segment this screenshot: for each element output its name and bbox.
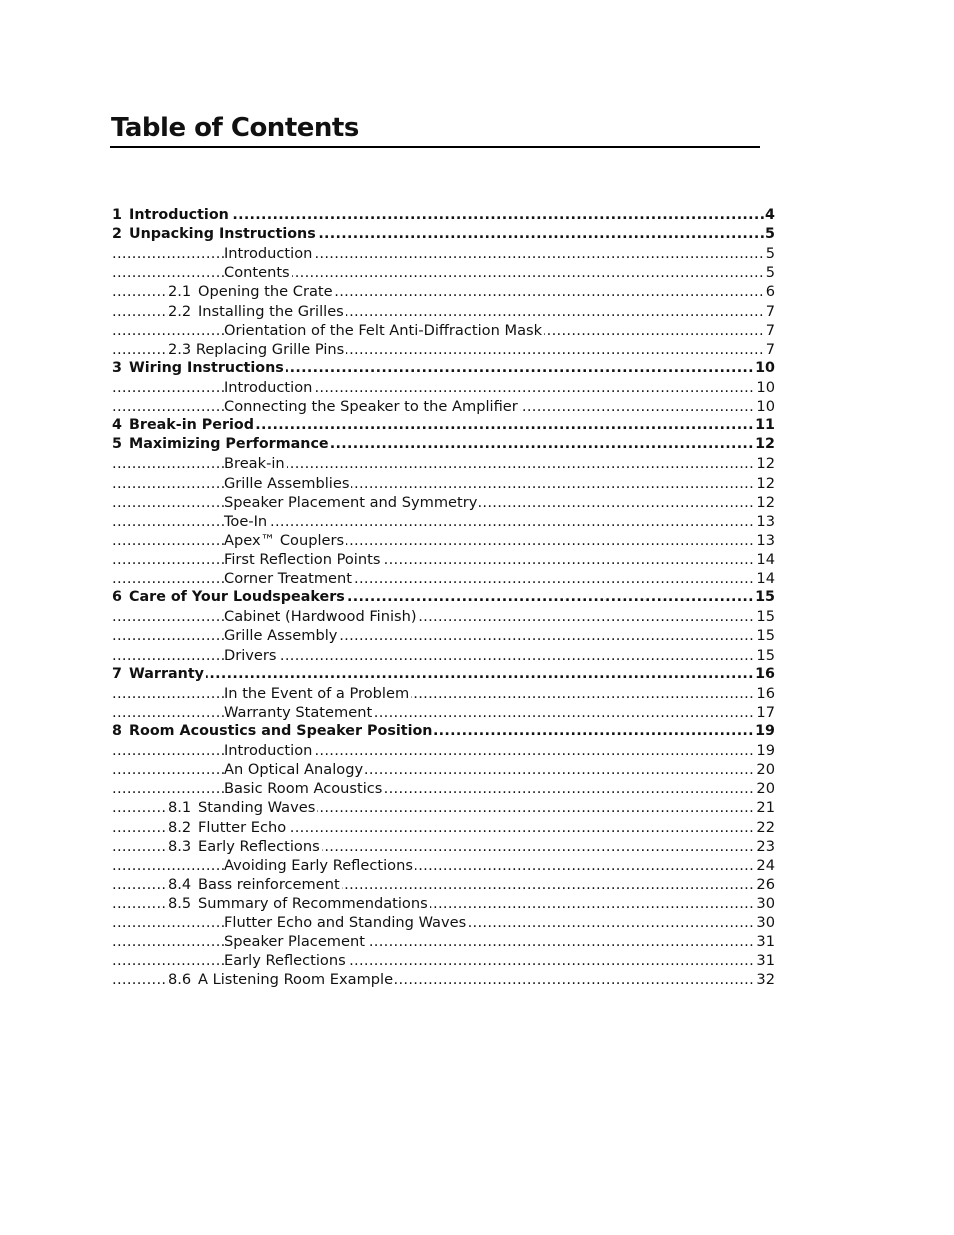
- toc-entry-label: [224, 493, 479, 512]
- toc-entry-number: 7: [112, 665, 122, 682]
- toc-leader-dots: [112, 741, 775, 760]
- toc-entry[interactable]: [112, 206, 775, 225]
- toc-leader-dots: [112, 531, 775, 550]
- toc-entry-page: 31: [756, 952, 775, 970]
- toc-leader-dots: [112, 454, 775, 473]
- toc-entry[interactable]: [112, 798, 775, 817]
- toc-entry-number: 1: [112, 207, 122, 223]
- toc-entry-number: 8.3: [168, 837, 192, 855]
- toc-entry[interactable]: [112, 703, 775, 722]
- toc-entry[interactable]: [112, 378, 775, 397]
- toc-entry-label: [112, 435, 331, 454]
- toc-entry-text: A Listening Room Example: [198, 971, 394, 989]
- toc-entry-page: 7: [765, 321, 775, 339]
- toc-entry-text: Summary of Recommendations: [198, 894, 428, 912]
- toc-entry-label: [224, 741, 314, 760]
- toc-entry-number: 8.1: [168, 799, 192, 817]
- toc-entry-text: Care of Your Loudspeakers: [129, 589, 345, 606]
- toc-entry[interactable]: [112, 435, 775, 454]
- toc-entry-label: [224, 263, 292, 282]
- toc-entry-page: 5: [764, 225, 775, 244]
- toc-entry-page: 21: [756, 799, 775, 817]
- toc-leader-dots: [112, 607, 775, 626]
- toc-entry-number: 8.2: [168, 818, 192, 836]
- toc-entry-label: [224, 779, 384, 798]
- toc-entry[interactable]: [112, 818, 775, 837]
- toc-entry[interactable]: [112, 665, 775, 684]
- toc-entry[interactable]: [112, 932, 775, 951]
- toc-entry-text: Standing Waves: [198, 799, 316, 817]
- toc-entry-text: Wiring Instructions: [129, 359, 284, 376]
- toc-entry-page: 11: [754, 416, 775, 435]
- toc-entry-text: Opening the Crate: [198, 283, 333, 301]
- toc-entry-label: [224, 951, 348, 970]
- toc-entry[interactable]: [112, 493, 775, 512]
- toc-entry-page: 4: [764, 206, 775, 225]
- toc-entry-text: Room Acoustics and Speaker Position: [129, 722, 433, 739]
- toc-entry[interactable]: [112, 856, 775, 875]
- toc-entry-page: 30: [756, 914, 775, 932]
- toc-entry-label: [224, 550, 382, 569]
- toc-entry-page: 13: [756, 531, 775, 549]
- toc-entry-page: 20: [756, 780, 775, 798]
- toc-entry[interactable]: [112, 282, 775, 301]
- toc-entry[interactable]: [112, 302, 775, 321]
- toc-entry-text: Grille Assemblies: [224, 474, 350, 492]
- toc-entry[interactable]: [112, 626, 775, 645]
- toc-entry-label: [168, 302, 346, 321]
- toc-entry-label: [224, 378, 314, 397]
- toc-entry-label: [224, 856, 415, 875]
- toc-leader-dots: [112, 646, 775, 665]
- toc-entry-label: [112, 665, 206, 684]
- toc-entry[interactable]: [112, 359, 775, 378]
- toc-entry[interactable]: [112, 263, 775, 282]
- toc-entry-label: [168, 894, 430, 913]
- toc-entry[interactable]: [112, 894, 775, 913]
- toc-entry-page: 15: [756, 627, 775, 645]
- toc-entry-text: An Optical Analogy: [224, 761, 364, 779]
- toc-entry-page: 22: [756, 818, 775, 836]
- toc-entry-text: Unpacking Instructions: [129, 226, 316, 243]
- toc-entry-number: 6: [112, 589, 122, 606]
- toc-entry-page: 15: [754, 588, 775, 607]
- toc-entry-label: [112, 416, 256, 435]
- toc-entry-number: 2: [112, 226, 122, 243]
- toc-entry-page: 15: [756, 646, 775, 664]
- toc-entry-page: 10: [756, 398, 775, 416]
- toc-entry-text: Warranty: [129, 665, 204, 682]
- toc-leader-dots: [112, 856, 775, 875]
- toc-entry-text: Introduction: [224, 742, 313, 760]
- toc-entry[interactable]: [112, 684, 775, 703]
- toc-entry[interactable]: [112, 913, 775, 932]
- toc-entry[interactable]: [112, 837, 775, 856]
- toc-entry-label: [168, 282, 335, 301]
- toc-entry-label: [224, 646, 279, 665]
- toc-entry-number: 2.2: [168, 302, 192, 320]
- toc-entry-label: [224, 569, 354, 588]
- toc-entry-page: 7: [765, 340, 775, 358]
- toc-entry-label: [224, 913, 468, 932]
- toc-entry[interactable]: [112, 875, 775, 894]
- toc-entry-number: 4: [112, 417, 122, 434]
- toc-entry-label: [112, 588, 347, 607]
- toc-entry-number: 8: [112, 722, 122, 739]
- toc-entry-page: 16: [756, 684, 775, 702]
- table-of-contents: [112, 206, 775, 989]
- title-underline: [110, 146, 760, 148]
- toc-entry[interactable]: [112, 550, 775, 569]
- toc-leader-dots: [112, 684, 775, 703]
- toc-entry-page: 13: [756, 512, 775, 530]
- toc-entry-text: Break-in Period: [129, 417, 254, 434]
- toc-leader-dots: [112, 779, 775, 798]
- toc-leader-dots: [112, 244, 775, 263]
- toc-leader-dots: [112, 951, 775, 970]
- toc-entry-page: 26: [756, 875, 775, 893]
- toc-entry-label: [112, 206, 231, 225]
- toc-leader-dots: [112, 703, 775, 722]
- toc-entry-page: 19: [754, 722, 775, 741]
- toc-entry-label: [168, 970, 395, 989]
- toc-entry[interactable]: [112, 340, 775, 359]
- toc-entry-text: Connecting the Speaker to the Amplifier: [224, 398, 518, 416]
- toc-entry-text: Corner Treatment: [224, 570, 352, 588]
- toc-entry-page: 7: [765, 302, 775, 320]
- toc-entry-text: Basic Room Acoustics: [224, 780, 383, 798]
- toc-entry-label: [168, 818, 288, 837]
- toc-entry-page: 23: [756, 837, 775, 855]
- toc-entry-text: Orientation of the Felt Anti-Diffraction Mask: [224, 321, 543, 339]
- toc-entry[interactable]: [112, 588, 775, 607]
- toc-entry[interactable]: [112, 779, 775, 798]
- toc-entry-text: Speaker Placement and Symmetry: [224, 493, 478, 511]
- toc-entry-text: Cabinet (Hardwood Finish): [224, 608, 417, 626]
- toc-entry[interactable]: [112, 397, 775, 416]
- toc-entry-page: 10: [756, 378, 775, 396]
- toc-leader-dots: [112, 665, 775, 684]
- toc-entry-label: [112, 722, 434, 741]
- toc-entry-number: 8.6: [168, 971, 192, 989]
- toc-entry[interactable]: [112, 722, 775, 741]
- toc-entry-page: 14: [756, 550, 775, 568]
- toc-entry-text: Break-in: [224, 455, 285, 473]
- toc-entry-number: 2.1: [168, 283, 192, 301]
- toc-entry-page: 17: [756, 703, 775, 721]
- toc-entry-page: 5: [765, 264, 775, 282]
- toc-entry-page: 31: [756, 933, 775, 951]
- toc-entry-text: Apex™ Couplers: [224, 531, 345, 549]
- toc-entry[interactable]: [112, 760, 775, 779]
- toc-entry-text: Flutter Echo and Standing Waves: [224, 914, 467, 932]
- toc-entry[interactable]: [112, 569, 775, 588]
- toc-leader-dots: [112, 263, 775, 282]
- toc-entry-page: 5: [765, 245, 775, 263]
- toc-entry-page: 16: [754, 665, 775, 684]
- toc-entry-text: Warranty Statement: [224, 703, 373, 721]
- toc-entry[interactable]: [112, 646, 775, 665]
- toc-entry-page: 30: [756, 894, 775, 912]
- toc-leader-dots: [112, 378, 775, 397]
- toc-entry-label: [224, 397, 520, 416]
- toc-entry[interactable]: [112, 951, 775, 970]
- toc-entry-number: 3: [112, 359, 122, 376]
- toc-entry-label: [224, 512, 269, 531]
- toc-entry-text: Installing the Grilles: [198, 302, 344, 320]
- toc-entry-text: First Reflection Points: [224, 550, 381, 568]
- toc-entry-text: Introduction: [224, 378, 313, 396]
- toc-entry-number: 5: [112, 436, 122, 453]
- toc-leader-dots: [112, 932, 775, 951]
- toc-entry-label: [224, 703, 374, 722]
- toc-entry-label: [168, 340, 346, 359]
- toc-entry-page: 12: [756, 493, 775, 511]
- toc-entry-label: [224, 932, 367, 951]
- toc-entry-number: 8.5: [168, 894, 192, 912]
- toc-entry-page: 12: [756, 455, 775, 473]
- toc-entry[interactable]: [112, 244, 775, 263]
- toc-entry-label: [224, 321, 544, 340]
- toc-entry-page: 10: [754, 359, 775, 378]
- toc-entry-page: 15: [756, 608, 775, 626]
- toc-entry[interactable]: [112, 741, 775, 760]
- page-title: Table of Contents: [111, 113, 359, 143]
- toc-entry-label: [168, 875, 342, 894]
- toc-entry-label: [224, 626, 339, 645]
- toc-entry[interactable]: [112, 531, 775, 550]
- toc-entry-text: 2.3 Replacing Grille Pins: [168, 340, 345, 358]
- toc-entry[interactable]: [112, 970, 775, 989]
- toc-entry[interactable]: [112, 225, 775, 244]
- toc-entry-text: Speaker Placement: [224, 933, 365, 951]
- toc-entry-text: Early Reflections: [198, 837, 320, 855]
- toc-entry-label: [112, 225, 318, 244]
- toc-entry-text: Toe-In: [224, 512, 268, 530]
- toc-entry-label: [224, 684, 411, 703]
- toc-entry-page: 6: [765, 283, 775, 301]
- toc-entry-label: [168, 837, 322, 856]
- toc-entry[interactable]: [112, 321, 775, 340]
- toc-entry-label: [224, 244, 314, 263]
- toc-entry-text: Grille Assembly: [224, 627, 338, 645]
- toc-entry-text: Drivers: [224, 646, 277, 664]
- toc-entry-text: Contents: [224, 264, 290, 282]
- toc-entry-page: 20: [756, 761, 775, 779]
- toc-entry-page: 24: [756, 856, 775, 874]
- toc-entry-page: 12: [754, 435, 775, 454]
- toc-entry-page: 19: [756, 742, 775, 760]
- toc-entry[interactable]: [112, 474, 775, 493]
- toc-entry-text: In the Event of a Problem: [224, 684, 410, 702]
- toc-entry-label: [224, 531, 346, 550]
- toc-entry-text: Early Reflections: [224, 952, 346, 970]
- toc-entry-label: [112, 359, 286, 378]
- toc-entry-label: [224, 474, 351, 493]
- toc-entry-page: 14: [756, 570, 775, 588]
- toc-leader-dots: [112, 512, 775, 531]
- toc-entry-text: Maximizing Performance: [129, 436, 329, 453]
- toc-entry-text: Introduction: [129, 207, 229, 223]
- toc-entry-label: [224, 454, 287, 473]
- toc-entry-text: Avoiding Early Reflections: [224, 856, 413, 874]
- toc-leader-dots: [112, 760, 775, 779]
- toc-entry[interactable]: [112, 512, 775, 531]
- toc-entry[interactable]: [112, 607, 775, 626]
- toc-entry-text: Flutter Echo: [198, 818, 287, 836]
- toc-leader-dots: [112, 569, 775, 588]
- toc-entry-label: [224, 760, 365, 779]
- toc-entry-page: 32: [756, 971, 775, 989]
- toc-leader-dots: [112, 626, 775, 645]
- toc-entry[interactable]: [112, 416, 775, 435]
- toc-leader-dots: [112, 550, 775, 569]
- toc-entry-label: [168, 798, 317, 817]
- toc-entry-number: 8.4: [168, 875, 192, 893]
- toc-entry-text: Bass reinforcement: [198, 875, 340, 893]
- toc-entry-text: Introduction: [224, 245, 313, 263]
- toc-leader-dots: [112, 474, 775, 493]
- toc-entry-page: 12: [756, 474, 775, 492]
- toc-entry[interactable]: [112, 454, 775, 473]
- toc-entry-label: [224, 607, 419, 626]
